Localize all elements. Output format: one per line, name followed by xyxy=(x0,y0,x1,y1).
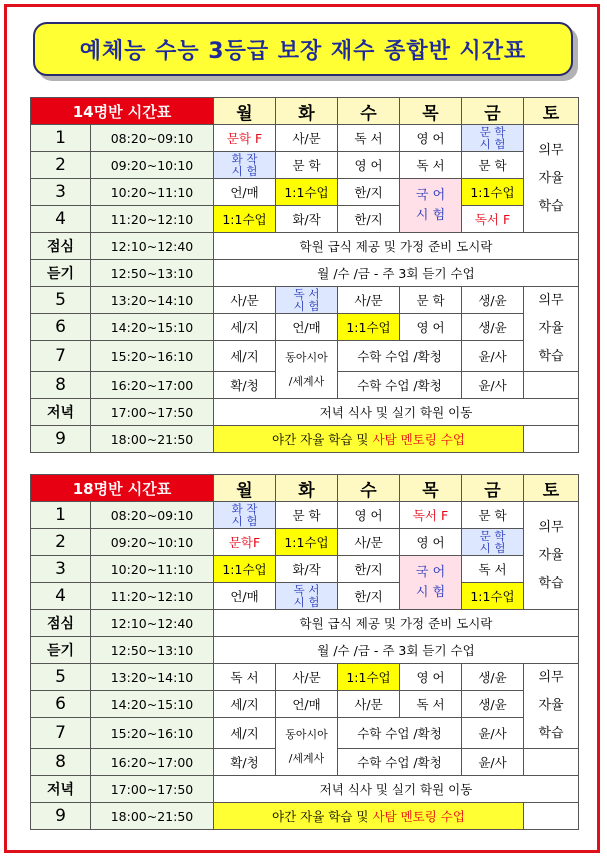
night-study-cell xyxy=(214,426,524,453)
period-number: 4 xyxy=(31,583,91,610)
one-on-one-cell: 1:1수업 xyxy=(462,583,524,610)
night-text: 야간 자율 학습 및 xyxy=(272,809,373,824)
self-study-line: 자율 xyxy=(538,547,564,563)
class-cell: 사/문 xyxy=(338,287,400,314)
subject-line: 동아시아 xyxy=(285,727,328,741)
period-number: 1 xyxy=(31,502,91,529)
table-row xyxy=(31,314,579,341)
korean-exam-cell xyxy=(400,179,462,233)
self-study-line: 학습 xyxy=(538,198,564,214)
period-time: 13:20~14:10 xyxy=(91,287,214,314)
class-cell: 독 서 xyxy=(214,664,276,691)
class-cell: 독 서 xyxy=(338,125,400,152)
listening-text: 월 /수 /금 - 주 3회 듣기 수업 xyxy=(214,637,579,664)
period-number: 4 xyxy=(31,206,91,233)
class-cell: 윤/사 xyxy=(462,749,524,776)
self-study-cell xyxy=(524,664,579,749)
class-cell: 영 어 xyxy=(338,152,400,179)
exam-line: 국 어 xyxy=(415,564,446,580)
subject-line: /세계사 xyxy=(288,751,325,765)
exam-line: 문 학 xyxy=(479,125,506,139)
timetable-18 xyxy=(30,474,579,830)
exam-cell xyxy=(462,125,524,152)
period-time: 08:20~09:10 xyxy=(91,502,214,529)
table-row xyxy=(31,125,579,152)
exam-line: 시 험 xyxy=(293,595,320,609)
listening-row xyxy=(31,637,579,664)
class-cell: 영 어 xyxy=(400,314,462,341)
korean-exam-cell xyxy=(400,556,462,610)
period-number: 3 xyxy=(31,556,91,583)
class-cell: 한/지 xyxy=(338,556,400,583)
subject-line: 동아시아 xyxy=(285,350,328,364)
class-cell: 화/작 xyxy=(276,556,338,583)
class-cell: 사/문 xyxy=(338,691,400,718)
exam-cell xyxy=(214,152,276,179)
period-time: 14:20~15:10 xyxy=(91,691,214,718)
day-thu: 목 xyxy=(400,98,462,125)
class-cell: 세/지 xyxy=(214,314,276,341)
header-row xyxy=(31,98,579,125)
period-number: 8 xyxy=(31,749,91,776)
exam-line: 시 험 xyxy=(231,514,258,528)
east-asia-cell xyxy=(276,718,338,776)
self-study-cell xyxy=(524,502,579,610)
class-cell: 확/청 xyxy=(214,372,276,399)
dinner-row xyxy=(31,399,579,426)
exam-line: 화 작 xyxy=(231,152,258,166)
period-time: 12:50~13:10 xyxy=(91,637,214,664)
period-time: 15:20~16:10 xyxy=(91,341,214,372)
period-time: 09:20~10:10 xyxy=(91,529,214,556)
class-cell: 독 서 xyxy=(462,556,524,583)
class-cell: 언/매 xyxy=(276,691,338,718)
night-row xyxy=(31,426,579,453)
timetable-14 xyxy=(30,97,579,453)
period-number: 2 xyxy=(31,152,91,179)
day-mon: 월 xyxy=(214,98,276,125)
night-row xyxy=(31,803,579,830)
day-sat: 토 xyxy=(524,475,579,502)
table-row xyxy=(31,529,579,556)
class-cell: 문 학 xyxy=(462,152,524,179)
header-row xyxy=(31,475,579,502)
class-cell: 세/지 xyxy=(214,718,276,749)
table-row xyxy=(31,341,579,372)
table-row xyxy=(31,556,579,583)
class-cell: 한/지 xyxy=(338,583,400,610)
math-cell: 수학 수업 /확청 xyxy=(338,749,462,776)
east-asia-cell xyxy=(276,341,338,399)
one-on-one-cell: 1:1수업 xyxy=(214,206,276,233)
table-row xyxy=(31,718,579,749)
empty-cell xyxy=(524,372,579,399)
self-study-line: 자율 xyxy=(538,321,564,336)
day-sat: 토 xyxy=(524,98,579,125)
exam-line: 시 험 xyxy=(479,541,506,555)
period-time: 17:00~17:50 xyxy=(91,399,214,426)
class-cell: 독서 F xyxy=(462,206,524,233)
exam-line: 시 험 xyxy=(231,164,258,178)
one-on-one-cell: 1:1수업 xyxy=(276,179,338,206)
class-cell: 세/지 xyxy=(214,691,276,718)
class-cell: 영 어 xyxy=(400,125,462,152)
class-cell: 영 어 xyxy=(338,502,400,529)
self-study-cell xyxy=(524,287,579,372)
exam-line: 국 어 xyxy=(415,187,446,203)
class-cell: 한/지 xyxy=(338,206,400,233)
day-thu: 목 xyxy=(400,475,462,502)
empty-cell xyxy=(524,803,579,830)
class-cell: 생/윤 xyxy=(462,664,524,691)
dinner-text: 저녁 식사 및 실기 학원 이동 xyxy=(214,399,579,426)
dinner-text: 저녁 식사 및 실기 학원 이동 xyxy=(214,776,579,803)
row-label: 듣기 xyxy=(31,637,91,664)
one-on-one-cell: 1:1수업 xyxy=(276,529,338,556)
one-on-one-cell: 1:1수업 xyxy=(214,556,276,583)
period-number: 9 xyxy=(31,426,91,453)
one-on-one-cell: 1:1수업 xyxy=(462,179,524,206)
listening-text: 월 /수 /금 - 주 3회 듣기 수업 xyxy=(214,260,579,287)
period-number: 5 xyxy=(31,664,91,691)
lunch-row xyxy=(31,233,579,260)
class-cell: 문 학 xyxy=(462,502,524,529)
period-number: 7 xyxy=(31,341,91,372)
class-cell: 독 서 xyxy=(400,691,462,718)
class-cell: 문 학 xyxy=(276,502,338,529)
period-number: 2 xyxy=(31,529,91,556)
class-cell: 생/윤 xyxy=(462,287,524,314)
class-cell: 생/윤 xyxy=(462,314,524,341)
exam-line: 문 학 xyxy=(479,529,506,543)
self-study-line: 의무 xyxy=(538,293,564,308)
exam-cell xyxy=(214,502,276,529)
table-row xyxy=(31,179,579,206)
class-cell: 확/청 xyxy=(214,749,276,776)
row-label: 저녁 xyxy=(31,399,91,426)
self-study-cell xyxy=(524,125,579,233)
class-cell: 사/문 xyxy=(276,664,338,691)
period-time: 18:00~21:50 xyxy=(91,803,214,830)
class-cell: 한/지 xyxy=(338,179,400,206)
period-time: 08:20~09:10 xyxy=(91,125,214,152)
period-number: 5 xyxy=(31,287,91,314)
one-on-one-cell: 1:1수업 xyxy=(338,314,400,341)
dinner-row xyxy=(31,776,579,803)
class-cell: 사/문 xyxy=(214,287,276,314)
lunch-row xyxy=(31,610,579,637)
period-number: 8 xyxy=(31,372,91,399)
empty-cell xyxy=(524,749,579,776)
table-row xyxy=(31,502,579,529)
period-time: 13:20~14:10 xyxy=(91,664,214,691)
math-cell: 수학 수업 /확청 xyxy=(338,372,462,399)
class-cell: 독 서 xyxy=(400,152,462,179)
period-time: 09:20~10:10 xyxy=(91,152,214,179)
class-cell: 언/매 xyxy=(214,179,276,206)
class-cell: 세/지 xyxy=(214,341,276,372)
mentoring-text: 사탐 멘토링 수업 xyxy=(372,809,465,824)
table-row xyxy=(31,664,579,691)
table-row xyxy=(31,206,579,233)
class-cell: 생/윤 xyxy=(462,691,524,718)
day-tue: 화 xyxy=(276,475,338,502)
mentoring-text: 사탐 멘토링 수업 xyxy=(372,432,465,447)
table-row xyxy=(31,287,579,314)
class-cell: 언/매 xyxy=(214,583,276,610)
day-wed: 수 xyxy=(338,475,400,502)
table-row xyxy=(31,691,579,718)
exam-line: 독 서 xyxy=(293,583,320,597)
self-study-line: 자율 xyxy=(538,170,564,186)
day-wed: 수 xyxy=(338,98,400,125)
period-time: 12:10~12:40 xyxy=(91,233,214,260)
self-study-line: 의무 xyxy=(538,519,564,535)
period-number: 1 xyxy=(31,125,91,152)
exam-line: 독 서 xyxy=(293,287,320,301)
table-row xyxy=(31,152,579,179)
class-cell: 독서 F xyxy=(400,502,462,529)
period-number: 9 xyxy=(31,803,91,830)
exam-cell xyxy=(276,287,338,314)
table-title: 14명반 시간표 xyxy=(31,98,214,125)
self-study-line: 학습 xyxy=(538,349,564,364)
table-row xyxy=(31,583,579,610)
exam-line: 시 험 xyxy=(415,207,446,223)
subject-line: /세계사 xyxy=(288,374,325,388)
self-study-line: 학습 xyxy=(538,726,564,741)
class-cell: 윤/사 xyxy=(462,372,524,399)
exam-line: 시 험 xyxy=(415,584,446,600)
lunch-text: 학원 급식 제공 및 가정 준비 도시락 xyxy=(214,233,579,260)
period-time: 16:20~17:00 xyxy=(91,749,214,776)
class-cell: 문 학 xyxy=(276,152,338,179)
period-time: 15:20~16:10 xyxy=(91,718,214,749)
night-text: 야간 자율 학습 및 xyxy=(272,432,373,447)
empty-cell xyxy=(524,426,579,453)
period-time: 17:00~17:50 xyxy=(91,776,214,803)
row-label: 듣기 xyxy=(31,260,91,287)
row-label: 점심 xyxy=(31,610,91,637)
class-cell: 문학 F xyxy=(214,125,276,152)
class-cell: 윤/사 xyxy=(462,718,524,749)
period-time: 18:00~21:50 xyxy=(91,426,214,453)
math-cell: 수학 수업 /확청 xyxy=(338,341,462,372)
exam-line: 시 험 xyxy=(479,137,506,151)
table-title: 18명반 시간표 xyxy=(31,475,214,502)
day-fri: 금 xyxy=(462,98,524,125)
class-cell: 사/문 xyxy=(276,125,338,152)
exam-cell xyxy=(276,583,338,610)
class-cell: 사/문 xyxy=(338,529,400,556)
period-number: 7 xyxy=(31,718,91,749)
row-label: 점심 xyxy=(31,233,91,260)
class-cell: 영 어 xyxy=(400,529,462,556)
period-number: 6 xyxy=(31,691,91,718)
exam-line: 화 작 xyxy=(231,502,258,516)
period-time: 10:20~11:10 xyxy=(91,556,214,583)
day-tue: 화 xyxy=(276,98,338,125)
period-time: 12:10~12:40 xyxy=(91,610,214,637)
night-study-cell xyxy=(214,803,524,830)
one-on-one-cell: 1:1수업 xyxy=(338,664,400,691)
exam-cell xyxy=(462,529,524,556)
period-number: 3 xyxy=(31,179,91,206)
day-mon: 월 xyxy=(214,475,276,502)
period-time: 12:50~13:10 xyxy=(91,260,214,287)
class-cell: 영 어 xyxy=(400,664,462,691)
self-study-line: 자율 xyxy=(538,698,564,713)
period-time: 16:20~17:00 xyxy=(91,372,214,399)
class-cell: 문 학 xyxy=(400,287,462,314)
period-time: 11:20~12:10 xyxy=(91,583,214,610)
self-study-line: 의무 xyxy=(538,670,564,685)
class-cell: 언/매 xyxy=(276,314,338,341)
math-cell: 수학 수업 /확청 xyxy=(338,718,462,749)
class-cell: 문학F xyxy=(214,529,276,556)
exam-line: 시 험 xyxy=(293,299,320,313)
row-label: 저녁 xyxy=(31,776,91,803)
self-study-line: 의무 xyxy=(538,142,564,158)
period-number: 6 xyxy=(31,314,91,341)
period-time: 10:20~11:10 xyxy=(91,179,214,206)
page-title: 예체능 수능 3등급 보장 재수 종합반 시간표 xyxy=(33,22,573,76)
lunch-text: 학원 급식 제공 및 가정 준비 도시락 xyxy=(214,610,579,637)
class-cell: 윤/사 xyxy=(462,341,524,372)
day-fri: 금 xyxy=(462,475,524,502)
period-time: 14:20~15:10 xyxy=(91,314,214,341)
period-time: 11:20~12:10 xyxy=(91,206,214,233)
self-study-line: 학습 xyxy=(538,575,564,591)
listening-row xyxy=(31,260,579,287)
class-cell: 화/작 xyxy=(276,206,338,233)
